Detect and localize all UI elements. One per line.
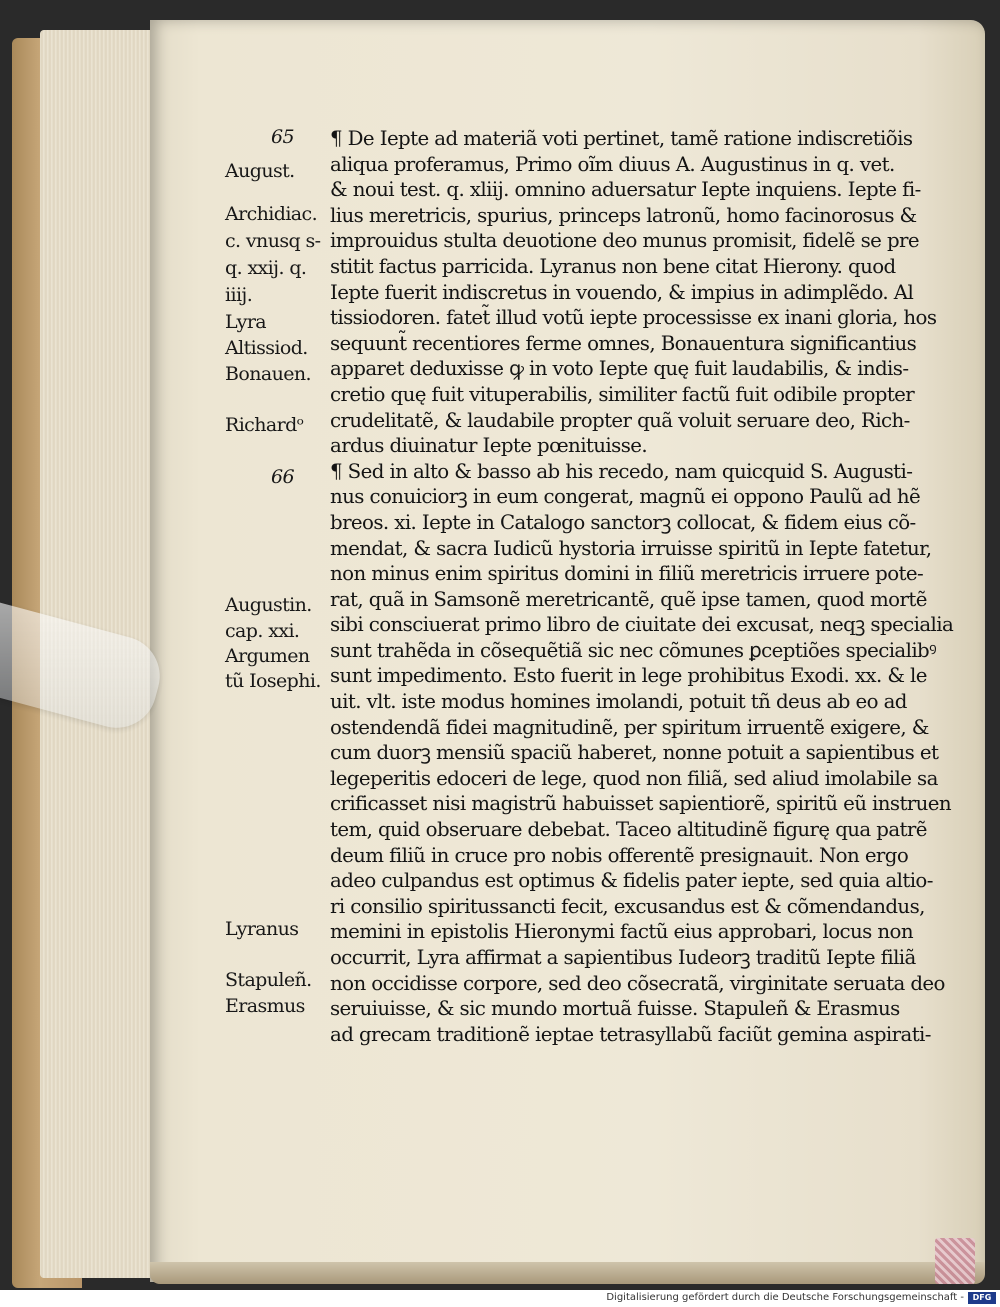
text-line: memini in epistolis Hieronymi factũ eius approbari, locus non xyxy=(330,920,913,944)
margin-note-q-xxij: q. xxij. q. xyxy=(225,257,307,279)
text-line: occurrit, Lyra affirmat a sapientibus Iudeorꝫ traditũ Iepte filiã xyxy=(330,946,916,969)
text-line: stitit factus parricida. Lyranus non bene citat Hierony. quod xyxy=(330,254,896,278)
page-bottom-edge xyxy=(150,1262,985,1284)
text-line: ¶ Sed in alto & basso ab his recedo, nam quicquid S. Augusti- xyxy=(330,459,913,483)
text-line: ostendendã fidei magnitudinẽ, per spiritum irruentẽ exigere, & xyxy=(330,715,929,739)
margin-note-cap-xxi: cap. xxi. xyxy=(225,620,300,642)
text-line: breos. xi. Iepte in Catalogo sanctorꝫ collocat, & fidem eius cõ- xyxy=(330,510,916,534)
text-line: sequunt̃ recentiores ferme omnes, Bonauentura significantius xyxy=(330,331,917,355)
text-line: sibi consciuerat primo libro de ciuitate dei excusat, neqꝫ specialia xyxy=(330,613,954,637)
margin-note-lyra: Lyra xyxy=(225,311,267,333)
margin-note-stapulen: Stapuleñ. xyxy=(225,969,312,991)
footer-bar xyxy=(0,1290,1000,1307)
text-line: mendat, & sacra Iudicũ hystoria irruisse spiritũ in Iepte fatetur, xyxy=(330,536,932,560)
text-line: uit. vlt. iste modus homines imolandi, potuit tñ deus ab eo ad xyxy=(330,690,907,714)
text-line: Iepte fuerit indiscretus in vouendo, & impius in adimplẽdo. Al xyxy=(330,280,914,304)
text-line: non minus enim spiritus domini in filiũ meretricis irruere pote- xyxy=(330,562,924,586)
text-line: cum duorꝫ mensiũ spaciũ haberet, nonne potuit a sapientibus et xyxy=(330,741,939,765)
text-line: rat, quã in Samsonẽ meretricantẽ, quẽ ipse tamen, quod mortẽ xyxy=(330,587,927,611)
text-line: ri consilio spiritussancti fecit, excusandus est & cõmendandus, xyxy=(330,894,925,918)
main-text-block xyxy=(330,126,954,1047)
text-line: sunt impedimento. Esto fuerit in lege prohibitus Exodi. xx. & le xyxy=(330,664,927,688)
section-number-66: 66 xyxy=(271,466,294,488)
margin-note-lyranus: Lyranus xyxy=(225,918,299,940)
text-line: tissiodoren. fatet̃ illud votũ iepte processisse ex inani gloria, hos xyxy=(330,306,937,330)
text-line: crificasset nisi magistrũ habuisset sapientiorẽ, spiritũ eũ instruen xyxy=(330,792,952,816)
margin-note-altissiod: Altissiod. xyxy=(225,337,308,359)
text-line: legeperitis edoceri de lege, quod non filiã, sed aliud imolabile sa xyxy=(330,766,938,790)
text-line: & noui test. q. xliij. omnino aduersatur Iepte inquiens. Iepte fi- xyxy=(330,178,921,202)
footer-credit: Digitalisierung gefördert durch die Deutsche Forschungsgemeinschaft - xyxy=(606,1292,964,1303)
margin-note-augustin: Augustin. xyxy=(225,594,312,616)
text-line: non occidisse corpore, sed deo cõsecratã, virginitate seruata deo xyxy=(330,971,945,995)
margin-note-august: August. xyxy=(225,160,295,182)
text-line: ¶ De Iepte ad materiã voti pertinet, tamẽ ratione indiscretiõis xyxy=(330,127,913,150)
text-line: apparet deduxisse ꝙ in voto Iepte quę fuit laudabilis, & indis- xyxy=(330,357,909,381)
text-line: seruiuisse, & sic mundo mortuã fuisse. Stapuleñ & Erasmus xyxy=(330,997,900,1021)
dfg-logo: DFG xyxy=(968,1292,996,1304)
section-number-65: 65 xyxy=(271,126,294,148)
text-line: sunt trahẽda in cõsequẽtiã sic nec cõmunes ꝑceptiões specialibꝰ xyxy=(330,638,937,662)
margin-note-erasmus: Erasmus xyxy=(225,995,305,1017)
text-line: crudelitatẽ, & laudabile propter quã voluit seruare deo, Rich- xyxy=(330,408,910,432)
margin-note-richard: Richardᵒ xyxy=(225,414,304,436)
margin-note-iiij: iiij. xyxy=(225,284,253,306)
text-line: tem, quid obseruare debebat. Taceo altitudinẽ figurę qua patrẽ xyxy=(330,818,927,842)
margin-note-argumen: Argumen xyxy=(225,645,310,667)
text-line: deum filiũ in cruce pro nobis offerentẽ presignauit. Non ergo xyxy=(330,843,909,867)
bookmark-ribbon xyxy=(935,1238,975,1284)
text-line: lius meretricis, spurius, princeps latronũ, homo facinorosus & xyxy=(330,203,917,227)
text-line: nus conuiciorꝫ in eum congerat, magnũ ei oppono Paulũ ad hẽ xyxy=(330,485,921,509)
text-line: adeo culpandus est optimus & fidelis pater iepte, sed quia altio- xyxy=(330,869,933,893)
text-line: cretio quę fuit vituperabilis, similiter factũ fuit odibile propter xyxy=(330,382,915,406)
text-line: aliqua proferamus, Primo oĩm diuus A. Augustinus in q. vet. xyxy=(330,152,895,176)
text-line: ad grecam traditionẽ ieptae tetrasyllabũ faciũt gemina aspirati- xyxy=(330,1022,931,1046)
text-line: ardus diuinatur Iepte pœnituisse. xyxy=(330,434,648,458)
margin-note-c-vnusq: c. vnusq s- xyxy=(225,230,321,252)
text-line: improuidus stulta deuotione deo munus promisit, fidelẽ se pre xyxy=(330,229,919,253)
margin-note-bonauen: Bonauen. xyxy=(225,363,311,385)
margin-note-tu-iosephi: tũ Iosephi. xyxy=(225,670,321,692)
margin-note-archidiac: Archidiac. xyxy=(225,203,318,225)
